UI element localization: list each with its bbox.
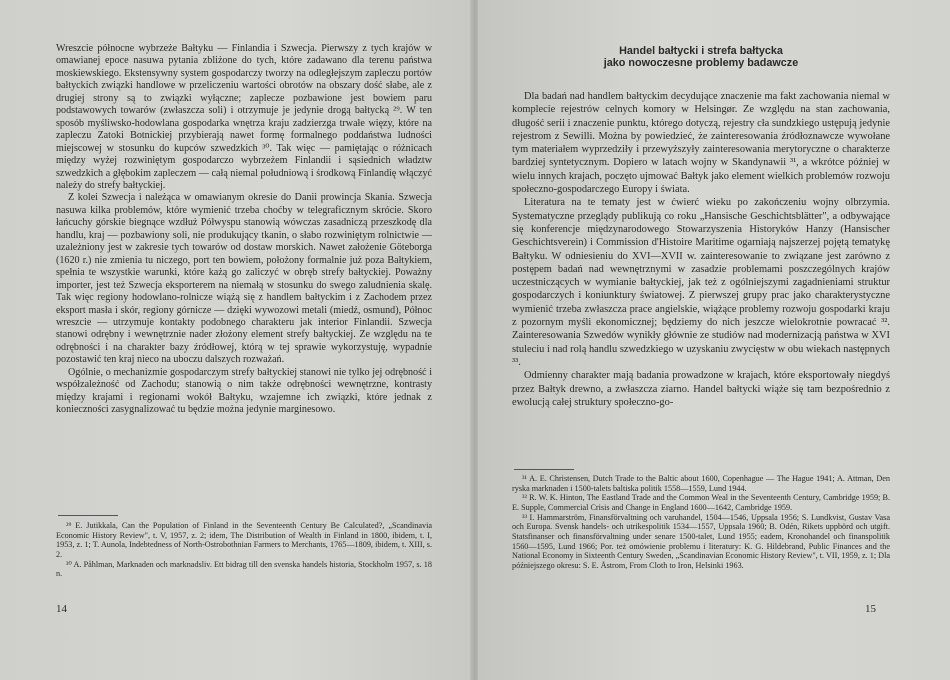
footnote-divider [514,469,574,470]
paragraph: Ogólnie, o mechanizmie gospodarczym strefy bałtyckiej stanowi nie tylko jej odrębność i współzależność od Zachodu; stanowią o nim także odrębności wewnętrzne, kontrasty między krajami i regionami wokół Bałtyku, wzajemne ich związki, które jednak z konieczności zasygnalizować tu będzie można jedynie marginesowo. [56,366,432,416]
page-number: 14 [56,603,67,615]
paragraph: Dla badań nad handlem bałtyckim decydujące znaczenie ma fakt zachowania niemal w komplecie rejestrów celnych komory w Helsingør. Ze względu na stan zachowania, długość serii i znaczenie punktu, którego dotyczą, rejestry cła sundzkiego ustępują jedynie rejestrom z Sewilli. Można by powiedzieć, że zainteresowania źródłoznawcze wywołane tym materiałem wyprzedziły i przewyższyły zainteresowania merytoryczne o charakterze bardziej syntetycznym. Dopiero w latach wojny w Skandynawii ³¹, a wkrótce później w wielu innych krajach, poczęto ujmować Bałtyk jako element wielkich problemów rozwoju społeczno-gospodarczego Europy i świata. [512,91,890,196]
page-number: 15 [865,603,876,615]
right-footnotes [512,474,890,571]
footnote-divider [58,515,118,516]
left-footnotes [56,521,432,579]
footnote: ³³ I. Hammarström, Finansförvaltning och varuhandel, 1504—1546, Uppsala 1956; S. Lundkvist, Gustav Vasa och Europa. Svensk handels- och utrikespolitik 1534—1557, Uppsala 1960; B. Odén, Rikets uppbörd och utgift. Statsfinanser och finansförvaltning under senare 1500-talet, Lund 1955; eadem, Kronohandel och finanspolitik 1560—1595, Lund 1966; Por. też omówienie problemu i literatury: K. G. Hildebrand, Public Finances and the National Economy in Sixteenth Century Sweden, „Scandinavian Economic History Review", t. VII, 1959, z. 1; Dla późniejszego okresu: S. E. Åstrom, From Cloth to Iron, Helsinki 1963. [512,512,890,570]
section-heading [512,45,890,69]
left-page [0,0,472,680]
footnote: ³⁰ A. Påhlman, Marknaden och marknadsliv. Ett bidrag till den svenska handels historia, Stockholm 1957, s. 18 n. [56,559,432,579]
heading-line: jako nowoczesne problemy badawcze [603,57,799,69]
footnote: ²⁹ E. Jutikkala, Can the Population of Finland in the Seventeenth Century Be Calculated?, „Scandinavia Economic History Review", t. V, 1957, z. 2; idem, The Distribution of Wealth in Finland in 1800, ibidem, t. I, 1953, z. 1; T. Aunola, Indebtedness of North-Ostrobothnian Farmers to Merchants, 1765—1809, ibidem, t. XIII, s. 2. [56,521,432,559]
heading-line: Handel bałtycki i strefa bałtycka [619,45,783,57]
left-body-text [56,43,432,417]
paragraph: Literatura na te tematy jest w ćwierć wieku po zakończeniu wojny olbrzymia. Systematyczne przeglądy publikują co roku „Hansische Geschichtsblätter", a odbywające się konferencje międzynarodowego Stowarzyszenia Historyków Hanzy (Hansischer Geschichtsverein) i Commission d'Histoire Maritime ogarniają najszerzej pojętą tematykę Bałtyku. W odniesieniu do XVI—XVII w. zainteresowanie to związane jest zarówno z postępem badań nad wewnętrznymi w zasadzie problemami poszczególnych krajów uczestniczących w wymianie bałtyckiej, jak też z ogólniejszymi zagadnieniami struktur gospodarczych i koniunktury światowej. Z pierwszej grupy prac jako charakterystyczne wymienić trzeba zwłaszcza prace angielskie, wiążące problemy rozwoju gospodarki kraju z pozornym myśli ekonomicznej; będziemy do nich jeszcze wielokrotnie powracać ³². Zainteresowania Szwedów wynikły głównie ze studiów nad modernizacją państwa w XVI stuleciu i nad rolą handlu szwedzkiego w uzyskaniu zwycięstw w obu wiekach następnych ³³. [512,197,890,368]
footnote: ³² R. W. K. Hinton, The Eastland Trade and the Common Weal in the Seventeenth Century, Cambridge 1959; B. E. Supple, Commercial Crisis and Change in England 1600—1642, Cambridge 1959. [512,493,890,512]
paragraph: Wreszcie północne wybrzeże Bałtyku — Finlandia i Szwecja. Pierwszy z tych krajów w omawianej epoce nasuwa pytania zbliżone do tych, które zadawano dla terenu państwa moskiewskiego. Ekstensywny system gospodarczy tworzy na odległejszym zapleczu portów bałtyckich związki handlowe w przeliczeniu wartości obrotów na obszary dość słabe, ale z drugiej strony są to związki wyłączne; zaplecze pozbawione jest bowiem paru podstawowych towarów (zwłaszcza soli) i otrzymuje je jedynie drogą bałtycką ²⁹. W ten sposób myśliwsko-hodowlana gospodarka wnętrza kraju zadzierzga trwałe więzy, które na zapleczu Zatoki Botnickiej przybierają nawet formę formalnego poddaństwa ludności miejscowej w stosunku do kupców szwedzkich ³⁰. Tak więc — pamiętając o różnicach między wyżej rozwiniętym gospodarczo wybrzeżem Finlandii i sąsiednich władztw szwedzkich a głębokim zapleczem — całą niemal południową i środkową Finlandię włączyć należy do strefy bałtyckiej. [56,43,432,191]
right-page [478,0,950,680]
footnote: ³¹ A. E. Christensen, Dutch Trade to the Baltic about 1600, Copenhague — The Hague 1941; A. Attman, Den ryska marknaden i 1500-talets baltiska politik 1558—1559, Lund 1944. [512,474,890,493]
right-body-text [512,90,890,409]
paragraph: Z kolei Szwecja i należąca w omawianym okresie do Danii prowincja Skania. Szwecja nasuwa kilka problemów, które wymienić trzeba choćby w telegraficznym skrócie. Skoro łańcuchy górskie biegnące wzdłuż Półwyspu stanowią wówczas zasadniczą przeszkodę dla handlu, kraj — pozbawiony soli, nie produkujący tkanin, o słabo rozwiniętym rolnictwie — uzależniony jest w zakresie tych towarów od dostaw morskich. Nawet założenie Göteborga (1620 r.) nie zmienia tu niczego, port ten bowiem, położony formalnie już poza Bałtykiem, spełnia te wszystkie warunki, które każą go zaliczyć w obręb strefy bałtyckiej. Poważny importer, jest też Szwecja eksporterem na niemałą w stosunku do swego zaludnienia skalę. Tak więc regiony hodowlano-rolnicze wiążą się z handlem bałtyckim i z Zachodem przez eksport masła i skór, regiony górnicze — dzięki wywozowi metali (miedź, osmund), Północ wreszcie — utrzymuje kontakty podobnego charakteru jak interior Finlandii. Szwecja stanowi odrębny i wewnętrznie nader złożony element strefy bałtyckiej. Ze względu na te odrębności i na charakter bazy źródłowej, którą w tej sprawie wykorzystuję, wypadnie pozostawić ten kraj nieco na uboczu dalszych rozważań. [56,192,432,366]
paragraph: Odmienny charakter mają badania prowadzone w krajach, które eksportowały niegdyś przez Bałtyk drewno, a zwłaszcza ziarno. Handel bałtycki wiąże się tam bezpośrednio z ewolucją całej struktury społeczno-go- [512,370,890,408]
